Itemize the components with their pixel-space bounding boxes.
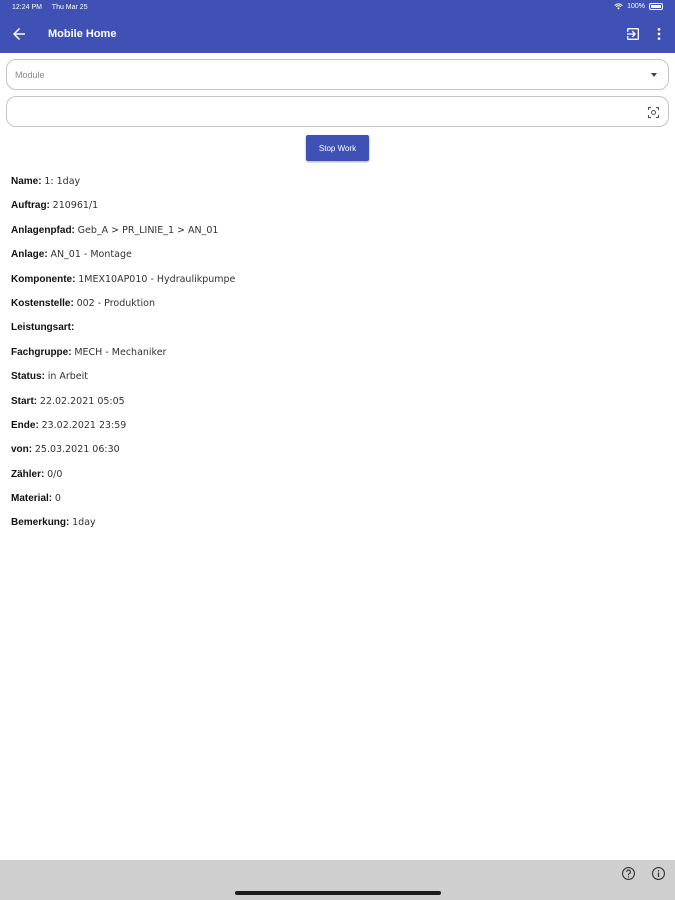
caret-down-icon[interactable]: [651, 73, 657, 77]
detail-row-von: [11, 443, 651, 467]
detail-label: Start:: [11, 395, 38, 407]
battery-icon: [649, 3, 663, 10]
detail-row-kostenstelle: [11, 297, 651, 321]
module-placeholder: Module: [15, 70, 45, 80]
detail-value: 1day: [72, 517, 96, 529]
detail-row-auftrag: [11, 199, 651, 223]
stop-work-button[interactable]: Stop Work: [306, 135, 369, 161]
status-time: 12:24 PM: [12, 4, 42, 11]
detail-label: Name:: [11, 176, 42, 187]
detail-row-zaehler: [11, 468, 651, 492]
wifi-icon: [614, 3, 623, 10]
detail-label: Material:: [11, 493, 53, 505]
info-icon[interactable]: [651, 866, 666, 881]
detail-row-anlage: [11, 248, 651, 272]
detail-value: 23.02.2021 23:59: [41, 419, 127, 431]
logout-icon[interactable]: [625, 26, 641, 42]
home-indicator[interactable]: [235, 891, 441, 895]
detail-value: 002 - Produktion: [76, 297, 155, 309]
detail-label: Leistungsart:: [11, 322, 75, 334]
detail-value: 0/0: [47, 468, 63, 480]
status-right: [614, 3, 663, 10]
detail-value: 210961/1: [52, 200, 99, 212]
detail-label: Kostenstelle:: [11, 297, 74, 309]
detail-row-bemerkung: [11, 516, 651, 540]
detail-label: von:: [11, 444, 33, 456]
page-title: Mobile Home: [48, 28, 117, 40]
detail-value: 0: [54, 493, 61, 505]
detail-value: MECH - Mechaniker: [74, 346, 167, 358]
detail-value: 22.02.2021 05:05: [39, 395, 125, 407]
detail-label: Komponente:: [11, 273, 76, 285]
arrow-left-icon[interactable]: [10, 25, 28, 43]
detail-label: Fachgruppe:: [11, 346, 72, 358]
detail-value: in Arbeit: [47, 371, 89, 383]
app-bar: [0, 16, 675, 53]
module-select[interactable]: [6, 59, 669, 90]
detail-value: Geb_A > PR_LINIE_1 > AN_01: [77, 224, 219, 236]
detail-value: AN_01 - Montage: [50, 249, 132, 261]
detail-row-start: [11, 395, 651, 419]
detail-value: 1MEX10AP010 - Hydraulikpumpe: [78, 273, 236, 285]
detail-row-material: [11, 492, 651, 516]
detail-row-fachgruppe: [11, 346, 651, 370]
status-bar: [0, 0, 675, 16]
detail-row-leistungsart: [11, 321, 651, 345]
detail-label: Auftrag:: [11, 200, 50, 212]
detail-row-name: [11, 175, 651, 199]
detail-row-komponente: [11, 273, 651, 297]
help-icon[interactable]: [621, 866, 636, 881]
detail-value: 25.03.2021 06:30: [34, 444, 120, 456]
battery-percent: 100%: [627, 3, 645, 10]
work-order-details: [11, 175, 651, 541]
status-date: Thu Mar 25: [51, 4, 88, 11]
detail-value: 1: 1day: [44, 176, 81, 187]
more-vert-icon[interactable]: [651, 26, 667, 42]
status-left: [12, 4, 96, 11]
detail-row-status: [11, 370, 651, 394]
detail-label: Anlage:: [11, 249, 48, 261]
detail-label: Anlagenpfad:: [11, 224, 75, 236]
detail-row-anlagenpfad: [11, 224, 651, 248]
detail-label: Status:: [11, 371, 45, 383]
detail-label: Ende:: [11, 419, 39, 431]
detail-label: Zähler:: [11, 468, 45, 480]
detail-row-ende: [11, 419, 651, 443]
detail-label: Bemerkung:: [11, 517, 70, 529]
scan-icon[interactable]: [646, 105, 661, 120]
scan-input[interactable]: [6, 96, 669, 127]
